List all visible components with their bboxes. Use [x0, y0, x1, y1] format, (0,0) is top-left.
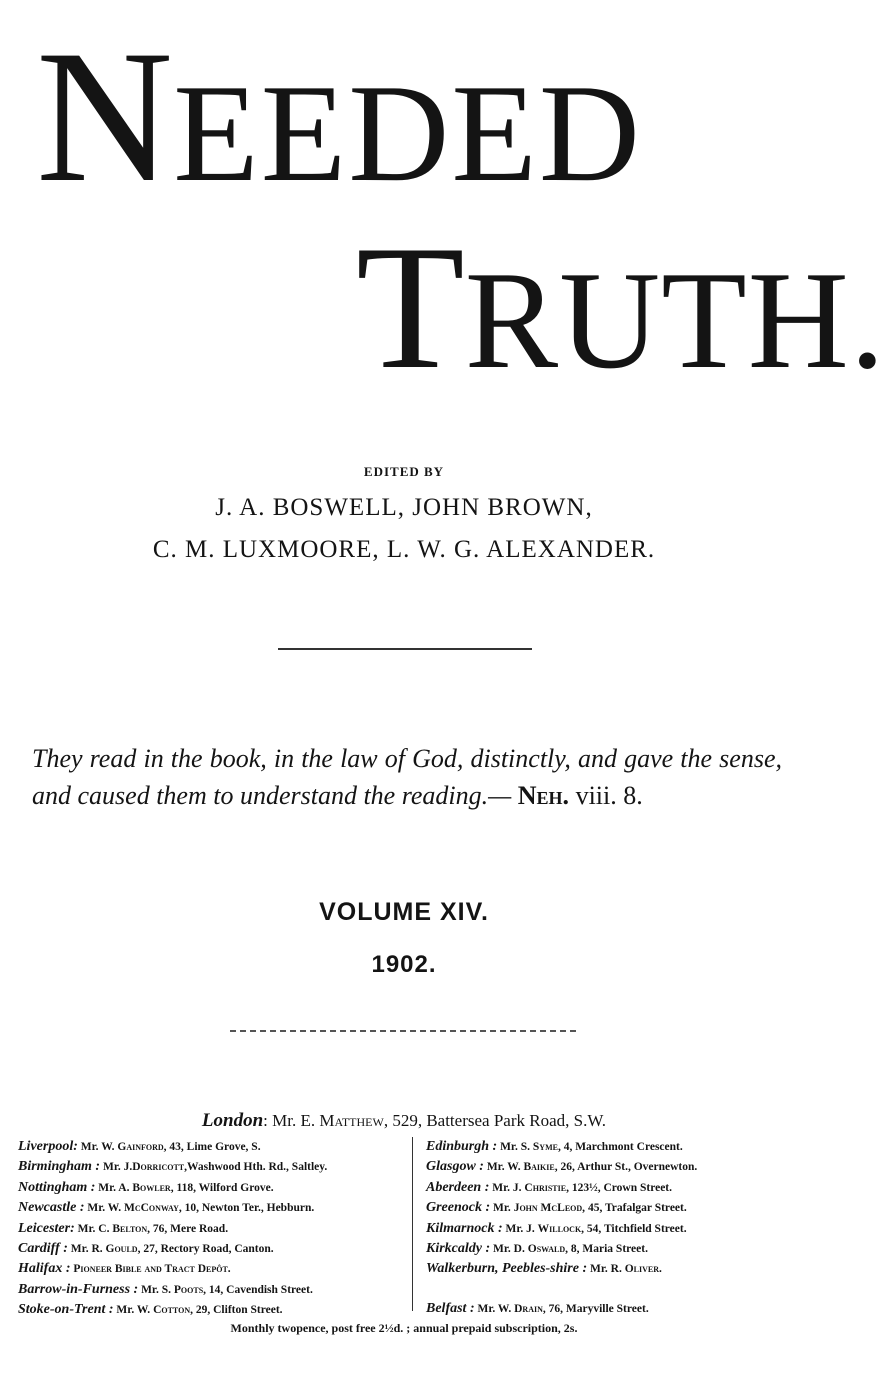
agent-city: Belfast : [426, 1301, 475, 1317]
agent-address: 14, Cavendish Street. [208, 1283, 313, 1296]
agent-row [426, 1157, 811, 1177]
agent-city: Kilmarnock : [426, 1220, 503, 1236]
masthead-word-eeded: EEDED [173, 56, 642, 211]
agent-prefix: Mr. W. [80, 1141, 115, 1153]
edited-by-label: EDITED BY [363, 464, 445, 479]
agent-row [18, 1137, 408, 1157]
agent-row [18, 1239, 408, 1259]
agent-address: 45, Trafalgar Street. [587, 1202, 687, 1215]
agent-name: Oliver. [624, 1263, 662, 1276]
agent-prefix: Mr. W. [116, 1304, 151, 1317]
agent-city: Leicester: [18, 1220, 75, 1236]
agent-row [426, 1178, 811, 1198]
agent-address: 76, Maryville Street. [548, 1303, 649, 1316]
subscription-note: Monthly twopence, post free 2½d. ; annual prepaid subscription, 2s. [230, 1321, 578, 1335]
agent-address: 54, Titchfield Street. [586, 1222, 687, 1235]
epigraph-ref-book: Neh. [517, 781, 570, 810]
agent-row [426, 1239, 811, 1259]
column-divider [412, 1137, 413, 1311]
year-label: 1902. [371, 951, 437, 978]
agent-row [18, 1157, 408, 1177]
agent-name: Baikie, [523, 1161, 558, 1174]
agent-address: 76, Mere Road. [152, 1222, 229, 1235]
masthead-line-1 [36, 12, 642, 222]
agent-name: Belton, [112, 1222, 151, 1235]
agent-prefix: Mr. C. [77, 1222, 110, 1235]
agent-prefix: Mr. S. [500, 1141, 531, 1153]
volume-label: VOLUME XIV. [319, 898, 489, 926]
agent-prefix: Mr. J. [102, 1161, 133, 1174]
agent-name: Bowler, [132, 1181, 174, 1194]
agent-city: Nottingham : [18, 1179, 96, 1195]
agent-city: Barrow-in-Furness : [18, 1281, 139, 1297]
agent-address: 29, Clifton Street. [195, 1304, 283, 1317]
agent-city: Greenock : [426, 1200, 491, 1216]
agent-row [18, 1259, 408, 1279]
agent-row [426, 1299, 811, 1319]
agent-row [18, 1198, 408, 1218]
agent-address: 4, Marchmont Crescent. [563, 1141, 683, 1153]
agent-name: Syme, [532, 1141, 561, 1153]
editors-line-2: C. M. LUXMOORE, L. W. G. ALEXANDER. [152, 536, 656, 563]
agent-row [18, 1300, 408, 1320]
agent-city: Aberdeen : [426, 1179, 490, 1195]
epigraph-ref-verse: viii. 8. [575, 781, 643, 810]
agent-prefix: Mr. W. [486, 1161, 521, 1174]
agent-address: 27, Rectory Road, Canton. [143, 1243, 274, 1256]
agents-right-column [426, 1137, 811, 1320]
agent-address: 10, Newton Ter., Hebburn. [184, 1202, 315, 1215]
agent-prefix: Mr. W. [477, 1303, 512, 1316]
london-agent [0, 1110, 808, 1132]
agent-name: Poots, [173, 1283, 207, 1296]
london-prefix: Mr. E. [272, 1111, 316, 1130]
agent-prefix: Mr. A. [98, 1181, 130, 1194]
agent-prefix: Mr. S. [141, 1283, 172, 1296]
agent-city: Walkerburn, Peebles-shire : [426, 1261, 588, 1277]
agent-name: Willock, [537, 1222, 585, 1235]
agent-prefix: Mr. W. [87, 1202, 122, 1215]
agent-name: Dorricott, [132, 1161, 187, 1174]
agent-name: Gould, [105, 1243, 141, 1256]
agent-address: 123½, Crown Street. [571, 1181, 673, 1194]
agent-row [18, 1178, 408, 1198]
agent-prefix: Mr. D. [493, 1243, 525, 1256]
agent-name: Gainford, [117, 1141, 167, 1153]
agent-prefix: Mr. J. [505, 1222, 535, 1235]
agent-prefix: Mr. R. [590, 1263, 622, 1276]
epigraph [32, 740, 782, 814]
london-address: 529, Battersea Park Road, S.W. [392, 1111, 607, 1130]
agent-city: Glasgow : [426, 1159, 484, 1175]
agent-row [426, 1259, 811, 1279]
agents-left-column [18, 1137, 408, 1321]
agent-name: Pioneer Bible and Tract Depôt. [73, 1263, 231, 1276]
masthead-initial-n: N [36, 12, 174, 222]
agent-address: 118, Wilford Grove. [176, 1181, 274, 1194]
agent-row [18, 1280, 408, 1300]
london-sep: : [263, 1111, 268, 1130]
london-name: Matthew, [319, 1111, 389, 1130]
agent-row [426, 1137, 811, 1157]
agent-row-spacer [426, 1280, 811, 1299]
agent-prefix: Mr. R. [70, 1243, 103, 1256]
masthead-period: . [849, 243, 885, 398]
agent-name: Oswald, [527, 1243, 569, 1256]
agent-city: Halifax : [18, 1261, 71, 1277]
agent-address: Washwood Hth. Rd., Saltley. [187, 1161, 328, 1174]
agent-prefix: Mr. [493, 1202, 511, 1215]
agent-city: Newcastle : [18, 1200, 85, 1216]
agent-name: Christie, [524, 1181, 569, 1194]
agent-name: John McLeod, [513, 1202, 586, 1215]
agent-name: Cotton, [153, 1304, 193, 1317]
agent-address: 43, Lime Grove, S. [169, 1141, 261, 1153]
london-city: London [201, 1110, 264, 1131]
masthead-word-ruth: RUTH [464, 243, 850, 398]
agent-address: 26, Arthur St., Overnewton. [560, 1161, 698, 1174]
divider-rule-bottom [230, 1030, 576, 1032]
masthead-line-2 [356, 208, 885, 406]
agent-prefix: Mr. J. [492, 1181, 522, 1194]
agent-city: Stoke-on-Trent : [18, 1302, 114, 1318]
agent-city: Liverpool: [18, 1139, 78, 1154]
epigraph-reference [518, 781, 643, 810]
divider-rule-top [278, 648, 532, 650]
agent-row [426, 1198, 811, 1218]
editors-line-1: J. A. BOSWELL, JOHN BROWN, [215, 494, 593, 521]
agent-name: Drain, [514, 1303, 546, 1316]
masthead-initial-t: T [356, 208, 465, 406]
agent-name: McConway, [124, 1202, 182, 1215]
agent-row [18, 1219, 408, 1239]
agent-city: Edinburgh : [426, 1139, 498, 1154]
agent-city: Kirkcaldy : [426, 1241, 491, 1257]
agent-city: Birmingham : [18, 1159, 101, 1175]
agent-row [426, 1219, 811, 1239]
epigraph-text: They read in the book, in the law of God, distinctly, and gave the sense, and caused them to understand the reading.— [32, 744, 782, 810]
agent-address: 8, Maria Street. [570, 1243, 648, 1256]
agent-city: Cardiff : [18, 1241, 68, 1257]
